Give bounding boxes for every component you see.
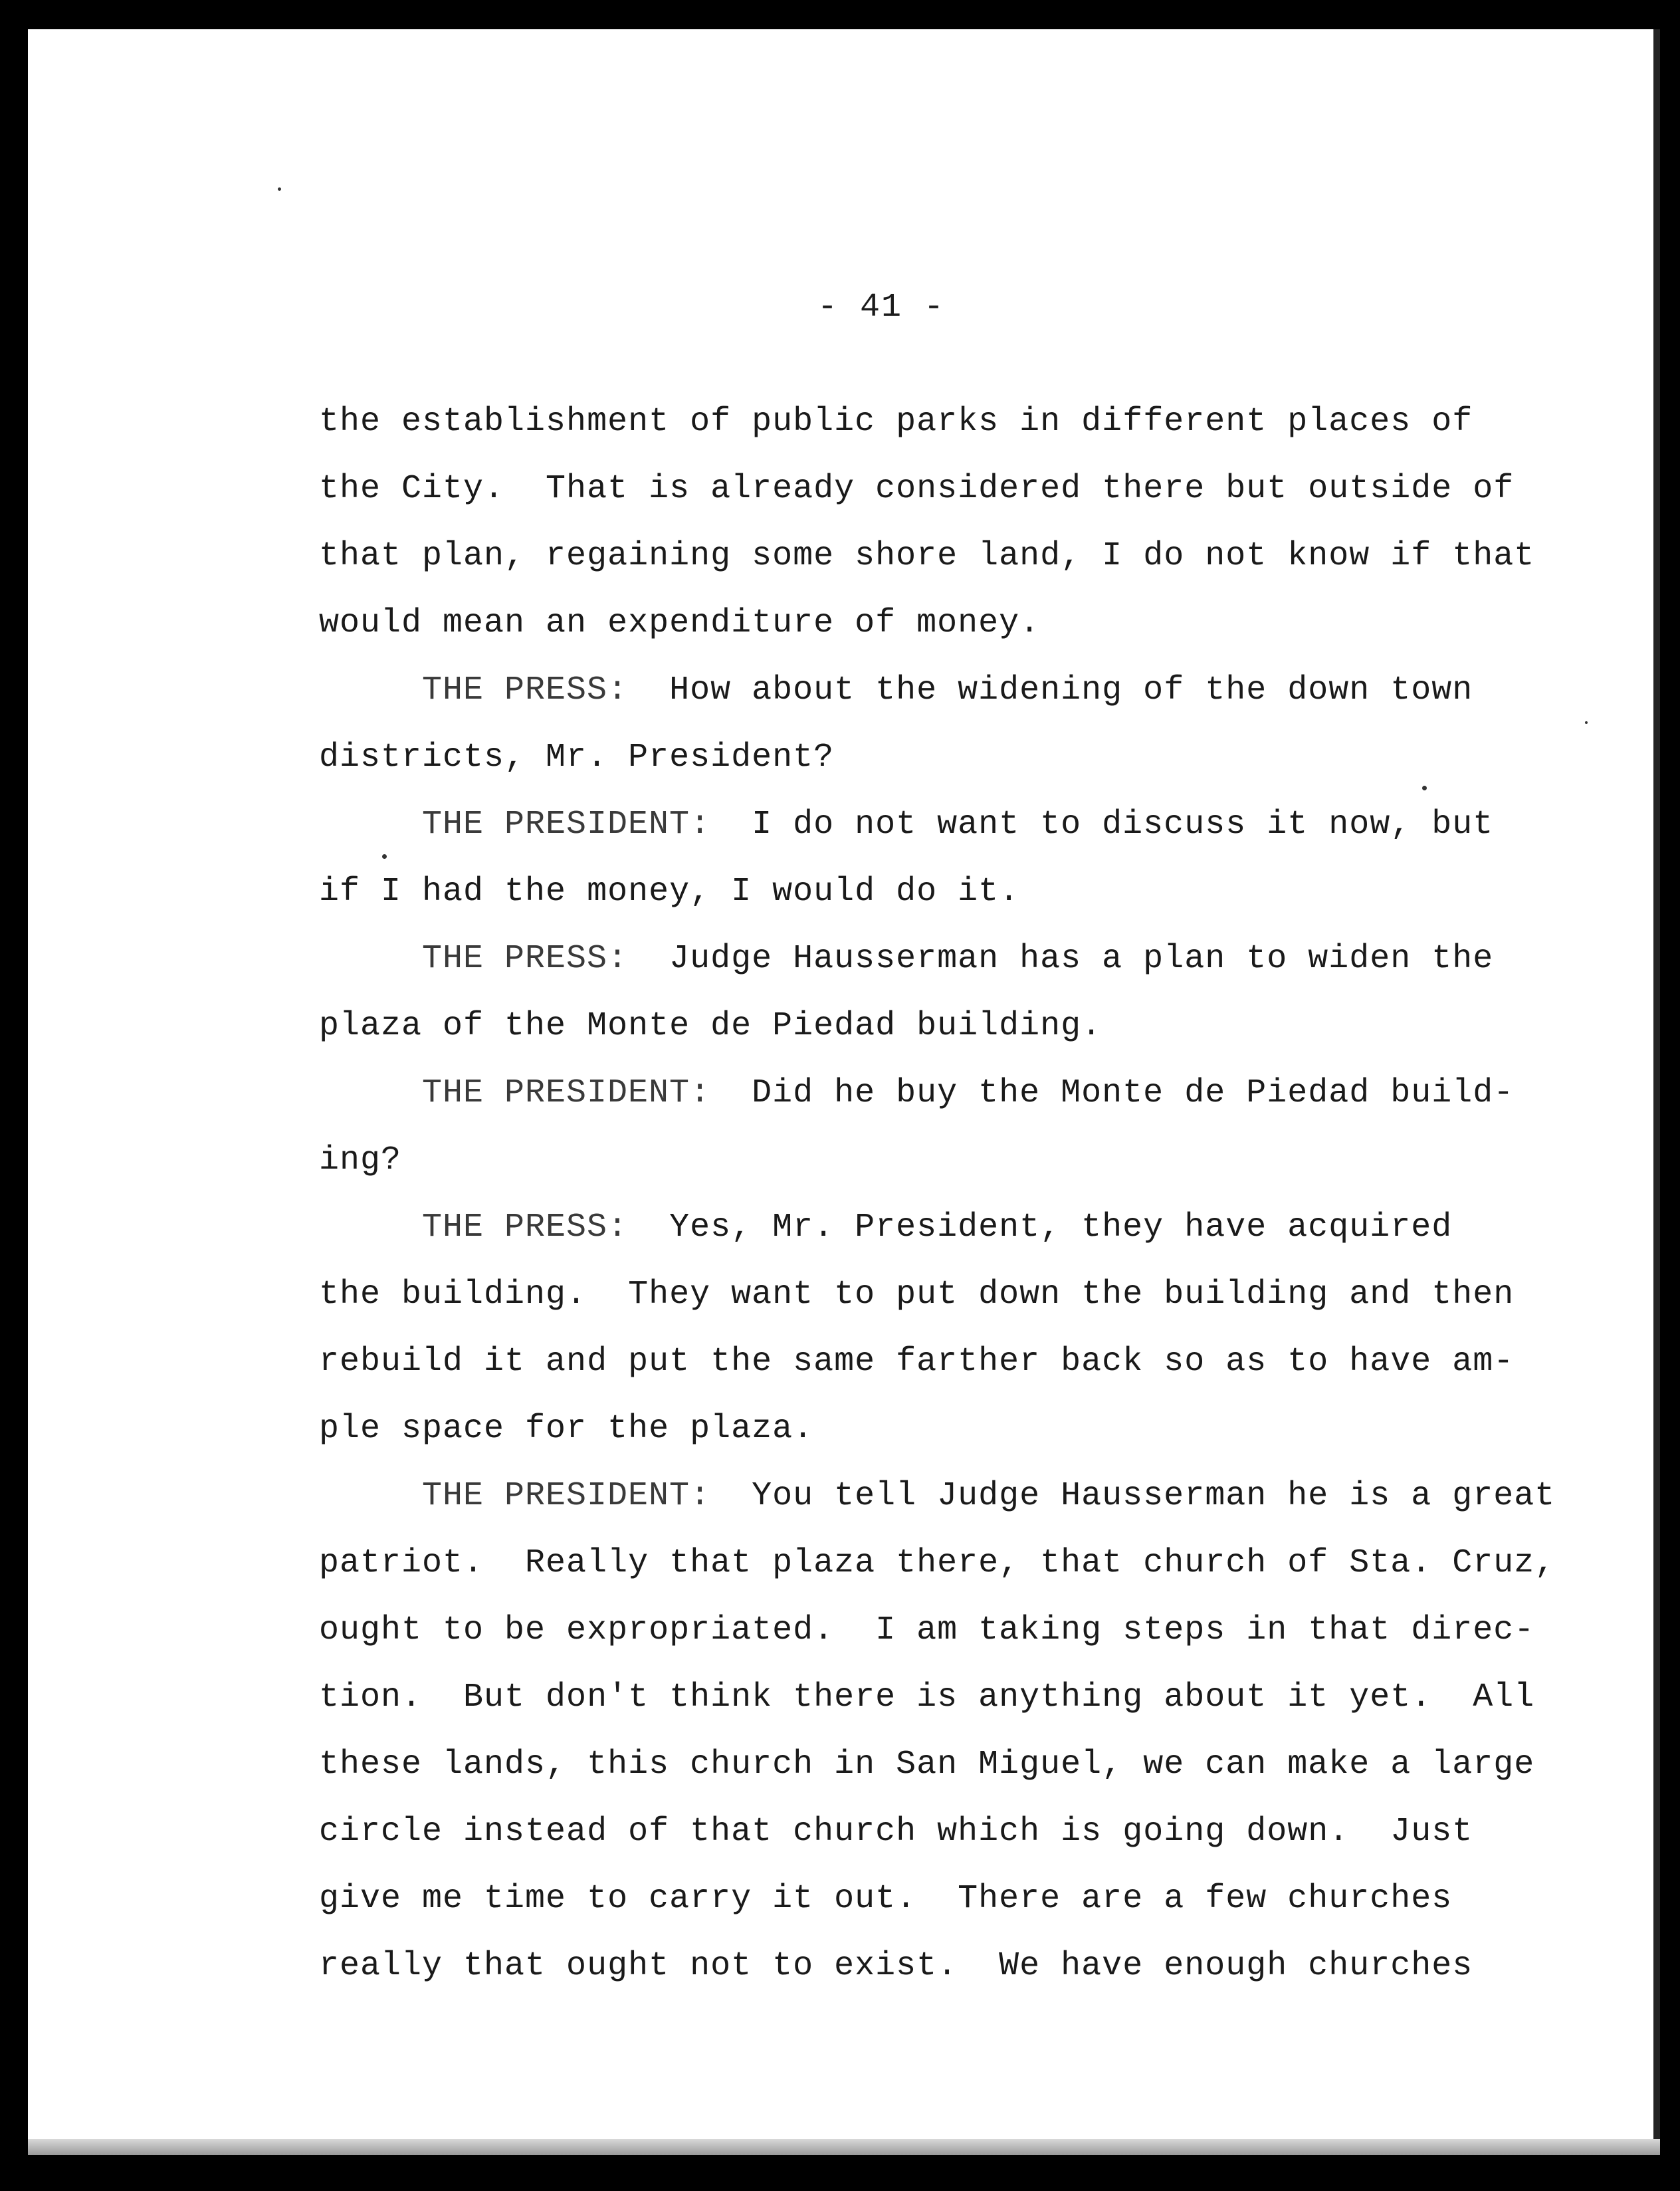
line-text: the establishment of public parks in different places of bbox=[319, 403, 1473, 441]
page-edge-shadow bbox=[28, 2139, 1660, 2155]
line-text: Judge Hausserman has a plan to widen the bbox=[628, 940, 1494, 978]
line-text: if I had the money, I would do it. bbox=[319, 873, 1020, 911]
text-line bbox=[319, 522, 1555, 590]
text-line bbox=[319, 925, 1555, 992]
speaker-label: THE PRESIDENT: bbox=[422, 1074, 711, 1112]
paper-speck bbox=[382, 854, 387, 859]
line-text: districts, Mr. President? bbox=[319, 739, 835, 776]
line-text: Yes, Mr. President, they have acquired bbox=[628, 1209, 1453, 1246]
text-line bbox=[319, 1395, 1555, 1462]
text-line bbox=[319, 1261, 1555, 1328]
text-line bbox=[319, 1194, 1555, 1261]
text-line bbox=[319, 1462, 1555, 1530]
text-line bbox=[319, 992, 1555, 1060]
text-line bbox=[319, 1865, 1555, 1932]
text-line bbox=[319, 1530, 1555, 1597]
line-text: I do not want to discuss it now, but bbox=[710, 806, 1494, 844]
line-text: circle instead of that church which is going down. Just bbox=[319, 1813, 1473, 1851]
line-text: plaza of the Monte de Piedad building. bbox=[319, 1007, 1102, 1045]
line-text: rebuild it and put the same farther back so as to have am- bbox=[319, 1343, 1515, 1381]
line-text: the building. They want to put down the building and then bbox=[319, 1276, 1515, 1314]
line-text: would mean an expenditure of money. bbox=[319, 604, 1041, 642]
line-text: ing? bbox=[319, 1141, 402, 1179]
text-line bbox=[319, 1932, 1555, 2000]
line-text: give me time to carry it out. There are a few churches bbox=[319, 1880, 1453, 1918]
line-text: patriot. Really that plaza there, that church of Sta. Cruz, bbox=[319, 1544, 1556, 1582]
text-line bbox=[319, 1328, 1555, 1395]
line-text: these lands, this church in San Miguel, we can make a large bbox=[319, 1746, 1535, 1784]
text-line bbox=[319, 388, 1555, 455]
line-text: the City. That is already considered there but outside of bbox=[319, 470, 1515, 508]
line-text: tion. But don't think there is anything about it yet. All bbox=[319, 1678, 1535, 1716]
line-text: You tell Judge Hausserman he is a great bbox=[710, 1477, 1556, 1515]
line-text: that plan, regaining some shore land, I do not know if that bbox=[319, 537, 1535, 575]
text-line bbox=[319, 1060, 1555, 1127]
text-line bbox=[319, 791, 1555, 858]
line-text: Did he buy the Monte de Piedad build- bbox=[710, 1074, 1515, 1112]
speaker-label: THE PRESIDENT: bbox=[422, 1477, 711, 1515]
text-line bbox=[319, 455, 1555, 522]
text-line bbox=[319, 590, 1555, 657]
text-line bbox=[319, 1664, 1555, 1731]
page-number: - 41 - bbox=[817, 288, 946, 326]
paper-speck bbox=[1422, 786, 1427, 790]
line-text: ought to be expropriated. I am taking steps in that direc- bbox=[319, 1611, 1535, 1649]
transcript-body bbox=[319, 388, 1555, 2000]
text-line bbox=[319, 724, 1555, 791]
text-line bbox=[319, 1127, 1555, 1194]
line-text: ple space for the plaza. bbox=[319, 1410, 814, 1448]
text-line bbox=[319, 657, 1555, 724]
paper-speck bbox=[278, 187, 281, 191]
line-text: really that ought not to exist. We have enough churches bbox=[319, 1947, 1473, 1985]
text-line bbox=[319, 1798, 1555, 1865]
text-line bbox=[319, 858, 1555, 925]
text-line bbox=[319, 1597, 1555, 1664]
speaker-label: THE PRESIDENT: bbox=[422, 806, 711, 844]
paper-speck bbox=[1585, 721, 1588, 724]
speaker-label: THE PRESS: bbox=[422, 671, 629, 709]
line-text: How about the widening of the down town bbox=[628, 671, 1473, 709]
speaker-label: THE PRESS: bbox=[422, 1209, 629, 1246]
text-line bbox=[319, 1731, 1555, 1798]
speaker-label: THE PRESS: bbox=[422, 940, 629, 978]
